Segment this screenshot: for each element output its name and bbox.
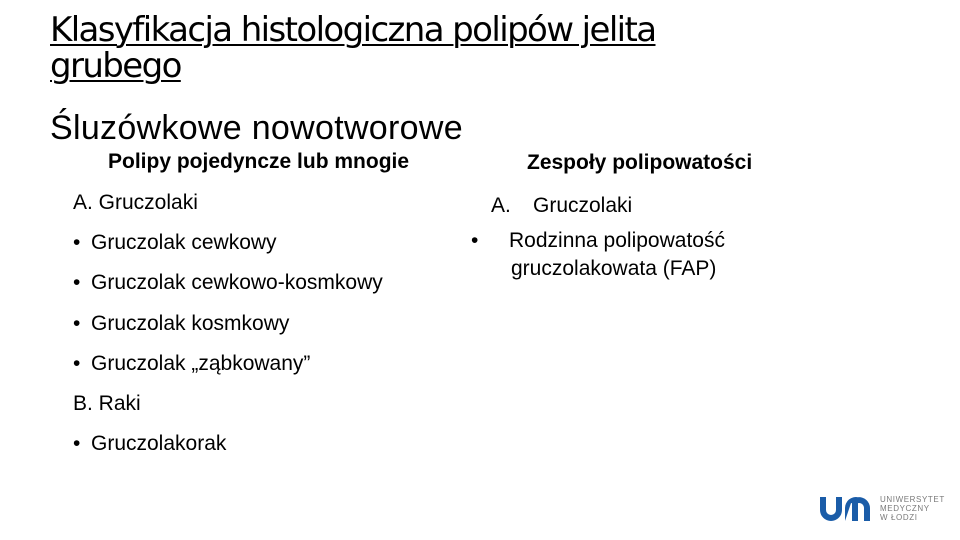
left-column-heading: Polipy pojedyncze lub mnogie: [108, 150, 410, 173]
slide-title: [50, 12, 770, 84]
list-item: [73, 350, 383, 390]
university-name-line: MEDYCZNY: [880, 503, 930, 513]
list-item: [73, 269, 383, 309]
list-item-text: A. Gruczolaki: [73, 191, 198, 214]
slide-title-line-2: grubego: [50, 46, 181, 86]
list-item: [73, 310, 383, 350]
bullet-marker: •: [73, 271, 81, 295]
bullet-marker: •: [471, 229, 479, 252]
bullet-marker: •: [73, 351, 81, 375]
list-letter-marker: A.: [491, 194, 511, 217]
right-column-heading: Zespoły polipowatości: [527, 151, 753, 174]
list-item-text: B. Raki: [73, 391, 141, 415]
bullet-marker: •: [73, 231, 81, 255]
slide-subtitle: Śluzówkowe nowotworowe: [50, 109, 463, 147]
list-item: [73, 430, 383, 470]
list-item-text: Rodzinna polipowatość gruczolakowata (FAP): [509, 229, 725, 280]
list-item: [491, 189, 821, 223]
list-item-text: Gruczolak cewkowo-kosmkowy: [91, 271, 383, 295]
um-logo-mark-icon: [818, 493, 872, 523]
list-item: [471, 227, 821, 283]
list-item-text: Gruczolak kosmkowy: [91, 311, 290, 335]
university-logo: [818, 490, 945, 526]
list-item: [73, 189, 383, 229]
university-name: [880, 495, 945, 522]
list-item: [73, 229, 383, 269]
list-item: [73, 390, 383, 430]
bullet-marker: •: [73, 311, 81, 335]
list-item-text: Gruczolakorak: [91, 432, 227, 456]
university-name-line: W ŁODZI: [880, 512, 918, 522]
slide-title-line-1: Klasyfikacja histologiczna polipów jelita: [50, 10, 656, 50]
bullet-marker: •: [73, 432, 81, 456]
right-column-list: [471, 189, 821, 283]
left-column-list: [73, 189, 383, 470]
university-name-line: UNIWERSYTET: [880, 494, 945, 504]
list-item-text: Gruczolaki: [533, 194, 633, 217]
list-item-text: Gruczolak cewkowy: [91, 231, 277, 255]
list-item-text: Gruczolak „ząbkowany”: [91, 351, 311, 375]
